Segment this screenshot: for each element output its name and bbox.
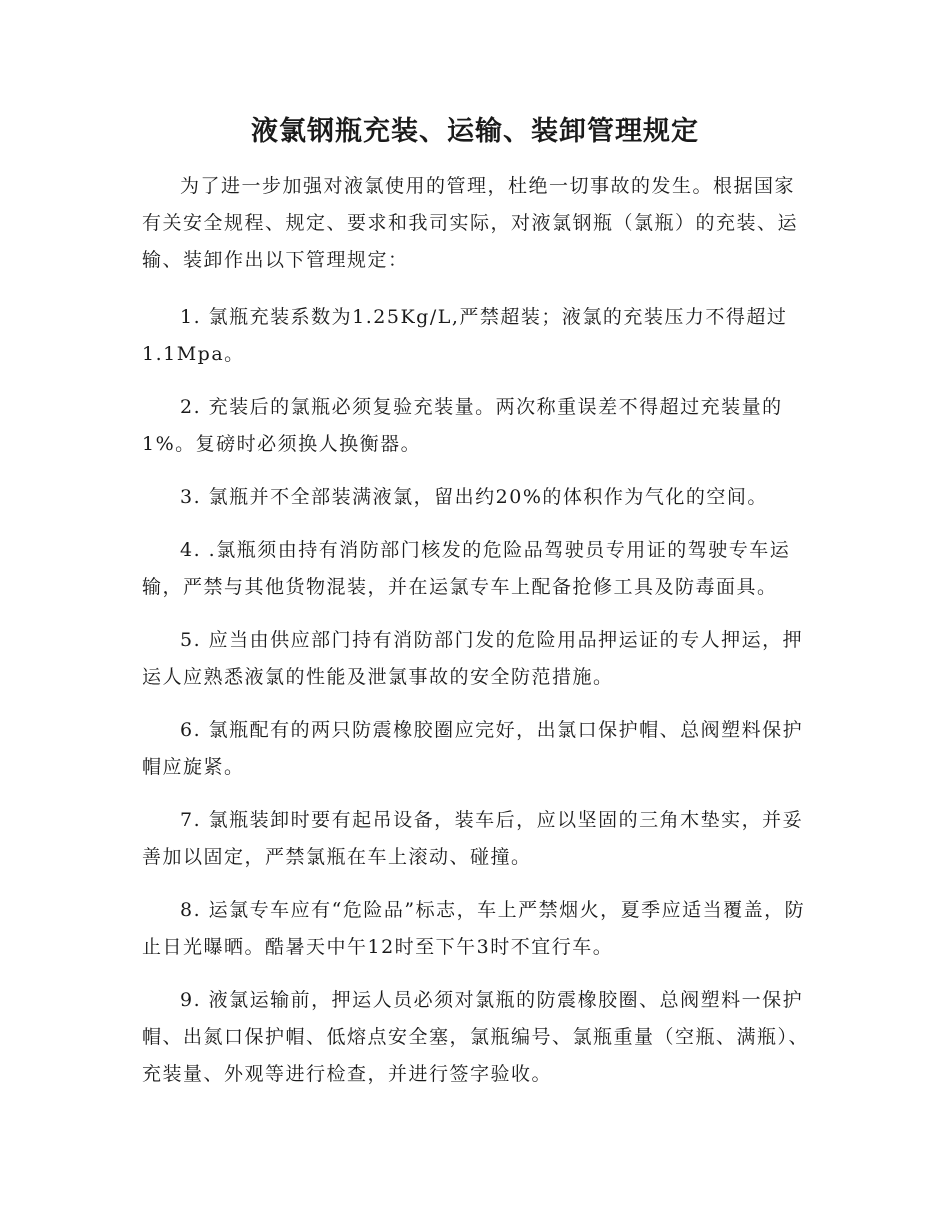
rule-item-2: 2. 充装后的氯瓶必须复验充装量。两次称重误差不得超过充装量的1%。复磅时必须换人换衡器。	[142, 396, 783, 455]
rule-item-8: 8. 运氯专车应有“危险品”标志，车上严禁烟火，夏季应适当覆盖，防止日光曝晒。酷暑天中午12时至下午3时不宜行车。	[142, 899, 806, 958]
document-body	[142, 168, 810, 1109]
rule-item-1: 1. 氯瓶充装系数为1.25Kg/L,严禁超装；液氯的充装压力不得超过1.1Mpa。	[142, 306, 788, 365]
rule-item-3: 3. 氯瓶并不全部装满液氯，留出约20%的体积作为气化的空间。	[180, 486, 768, 508]
rule-item-5: 5. 应当由供应部门持有消防部门发的危险用品押运证的专人押运，押运人应熟悉液氯的性能及泄氯事故的安全防范措施。	[142, 629, 804, 688]
intro-paragraph: 为了进一步加强对液氯使用的管理，杜绝一切事故的发生。根据国家有关安全规程、规定、要求和我司实际，对液氯钢瓶（氯瓶）的充装、运输、装卸作出以下管理规定：	[142, 175, 799, 271]
rule-item-9: 9. 液氯运输前，押运人员必须对氯瓶的防震橡胶圈、总阀塑料一保护帽、出氮口保护帽、低熔点安全塞，氯瓶编号、氯瓶重量（空瓶、满瓶）、充装量、外观等进行检查，并进行签字验收。	[142, 989, 810, 1085]
rule-item-6: 6. 氯瓶配有的两只防震橡胶圈应完好，出氯口保护帽、总阀塑料保护帽应旋紧。	[142, 719, 804, 778]
rule-item-7: 7. 氯瓶装卸时要有起吊设备，装车后，应以坚固的三角木垫实，并妥善加以固定，严禁氯瓶在车上滚动、碰撞。	[142, 809, 804, 868]
document-title: 液氯钢瓶充装、运输、装卸管理规定	[251, 116, 699, 147]
rule-item-4: 4. .氯瓶须由持有消防部门核发的危险品驾驶员专用证的驾驶专车运输，严禁与其他货物混装，并在运氯专车上配备抢修工具及防毒面具。	[142, 539, 791, 598]
